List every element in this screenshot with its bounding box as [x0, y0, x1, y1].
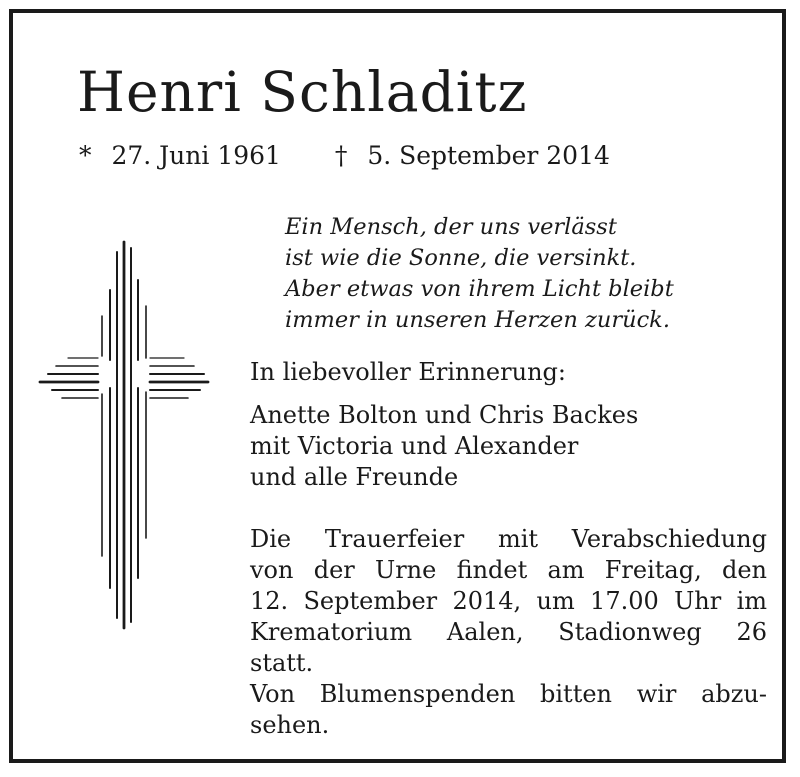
remembrance-heading: In liebevoller Erinnerung: — [250, 358, 566, 386]
mourner-line: und alle Freunde — [250, 463, 459, 491]
death-mark: † — [334, 141, 348, 170]
death-date: 5. September 2014 — [367, 141, 610, 170]
notice-line: Krematorium Aalen, Stadionweg 26 — [250, 618, 767, 646]
life-dates — [79, 143, 610, 168]
notice-line: Von Blumenspenden bitten wir abzu- — [250, 680, 767, 708]
deceased-name: Henri Schladitz — [77, 60, 528, 124]
notice-line: Die Trauerfeier mit Verabschiedung — [250, 525, 767, 553]
cross-icon — [38, 238, 213, 633]
funeral-notice — [250, 524, 767, 741]
notice-line: statt. — [250, 649, 314, 677]
poem-line: immer in unseren Herzen zurück. — [285, 307, 670, 333]
birth-mark: * — [79, 141, 92, 170]
poem-line: Ein Mensch, der uns verlässt — [285, 214, 617, 240]
poem-line: Aber etwas von ihrem Licht bleibt — [285, 276, 674, 302]
birth-date: 27. Juni 1961 — [111, 141, 281, 170]
notice-line: sehen. — [250, 711, 330, 739]
mourners-block — [250, 357, 638, 493]
mourner-line: mit Victoria und Alexander — [250, 432, 579, 460]
poem-line: ist wie die Sonne, die versinkt. — [285, 245, 637, 271]
notice-line: von der Urne findet am Freitag, den — [250, 556, 767, 584]
notice-line: 12. September 2014, um 17.00 Uhr im — [250, 587, 767, 615]
mourner-line: Anette Bolton und Chris Backes — [250, 401, 639, 429]
poem — [285, 212, 674, 336]
